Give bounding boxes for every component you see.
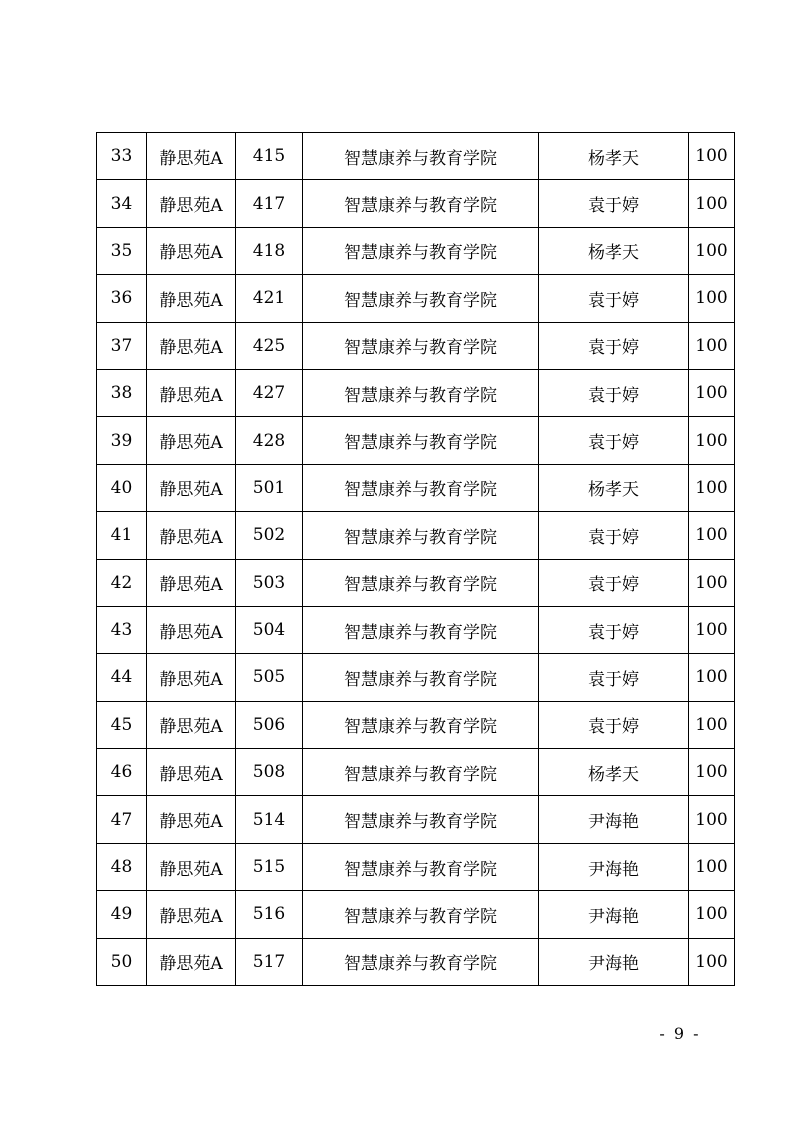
person-cell: 尹海艳	[539, 938, 689, 985]
row-number-cell: 45	[97, 701, 147, 748]
room-cell: 428	[236, 417, 303, 464]
person-cell: 袁于婷	[539, 654, 689, 701]
college-cell: 智慧康养与教育学院	[303, 417, 539, 464]
college-cell: 智慧康养与教育学院	[303, 749, 539, 796]
score-cell: 100	[689, 275, 735, 322]
college-cell: 智慧康养与教育学院	[303, 843, 539, 890]
row-number-cell: 38	[97, 369, 147, 416]
table-row	[97, 322, 735, 369]
person-cell: 杨孝天	[539, 133, 689, 180]
row-number-cell: 47	[97, 796, 147, 843]
building-cell: 静思苑A	[147, 180, 236, 227]
room-cell: 427	[236, 369, 303, 416]
room-cell: 425	[236, 322, 303, 369]
score-cell: 100	[689, 322, 735, 369]
room-cell: 418	[236, 227, 303, 274]
room-cell: 514	[236, 796, 303, 843]
table-row	[97, 227, 735, 274]
college-cell: 智慧康养与教育学院	[303, 133, 539, 180]
row-number-cell: 35	[97, 227, 147, 274]
row-number-cell: 37	[97, 322, 147, 369]
score-cell: 100	[689, 133, 735, 180]
row-number-cell: 41	[97, 512, 147, 559]
person-cell: 袁于婷	[539, 606, 689, 653]
table-row	[97, 369, 735, 416]
person-cell: 袁于婷	[539, 322, 689, 369]
building-cell: 静思苑A	[147, 322, 236, 369]
table-row	[97, 796, 735, 843]
building-cell: 静思苑A	[147, 559, 236, 606]
table-row	[97, 891, 735, 938]
person-cell: 袁于婷	[539, 512, 689, 559]
building-cell: 静思苑A	[147, 843, 236, 890]
person-cell: 袁于婷	[539, 180, 689, 227]
person-cell: 杨孝天	[539, 749, 689, 796]
score-cell: 100	[689, 843, 735, 890]
score-cell: 100	[689, 701, 735, 748]
score-cell: 100	[689, 369, 735, 416]
row-number-cell: 48	[97, 843, 147, 890]
building-cell: 静思苑A	[147, 796, 236, 843]
room-cell: 417	[236, 180, 303, 227]
score-cell: 100	[689, 796, 735, 843]
table-row	[97, 654, 735, 701]
row-number-cell: 33	[97, 133, 147, 180]
row-number-cell: 40	[97, 464, 147, 511]
college-cell: 智慧康养与教育学院	[303, 227, 539, 274]
row-number-cell: 44	[97, 654, 147, 701]
row-number-cell: 46	[97, 749, 147, 796]
room-cell: 502	[236, 512, 303, 559]
college-cell: 智慧康养与教育学院	[303, 654, 539, 701]
score-cell: 100	[689, 180, 735, 227]
table-row	[97, 938, 735, 985]
room-cell: 505	[236, 654, 303, 701]
table-row	[97, 464, 735, 511]
person-cell: 袁于婷	[539, 559, 689, 606]
college-cell: 智慧康养与教育学院	[303, 891, 539, 938]
table-row	[97, 606, 735, 653]
building-cell: 静思苑A	[147, 891, 236, 938]
room-cell: 504	[236, 606, 303, 653]
building-cell: 静思苑A	[147, 369, 236, 416]
page-number: - 9 -	[659, 1024, 701, 1043]
college-cell: 智慧康养与教育学院	[303, 606, 539, 653]
table-row	[97, 133, 735, 180]
college-cell: 智慧康养与教育学院	[303, 275, 539, 322]
table-row	[97, 180, 735, 227]
building-cell: 静思苑A	[147, 227, 236, 274]
row-number-cell: 34	[97, 180, 147, 227]
table-body	[97, 133, 735, 986]
college-cell: 智慧康养与教育学院	[303, 369, 539, 416]
person-cell: 袁于婷	[539, 417, 689, 464]
score-cell: 100	[689, 227, 735, 274]
college-cell: 智慧康养与教育学院	[303, 512, 539, 559]
college-cell: 智慧康养与教育学院	[303, 322, 539, 369]
row-number-cell: 42	[97, 559, 147, 606]
building-cell: 静思苑A	[147, 938, 236, 985]
college-cell: 智慧康养与教育学院	[303, 559, 539, 606]
room-cell: 501	[236, 464, 303, 511]
college-cell: 智慧康养与教育学院	[303, 180, 539, 227]
room-cell: 503	[236, 559, 303, 606]
room-cell: 517	[236, 938, 303, 985]
building-cell: 静思苑A	[147, 275, 236, 322]
score-cell: 100	[689, 606, 735, 653]
person-cell: 尹海艳	[539, 843, 689, 890]
building-cell: 静思苑A	[147, 464, 236, 511]
person-cell: 尹海艳	[539, 891, 689, 938]
score-cell: 100	[689, 891, 735, 938]
table-row	[97, 843, 735, 890]
score-cell: 100	[689, 654, 735, 701]
building-cell: 静思苑A	[147, 701, 236, 748]
score-cell: 100	[689, 749, 735, 796]
room-cell: 515	[236, 843, 303, 890]
room-cell: 506	[236, 701, 303, 748]
person-cell: 袁于婷	[539, 275, 689, 322]
building-cell: 静思苑A	[147, 133, 236, 180]
room-cell: 421	[236, 275, 303, 322]
score-cell: 100	[689, 417, 735, 464]
score-cell: 100	[689, 512, 735, 559]
table-row	[97, 275, 735, 322]
table-row	[97, 417, 735, 464]
table-row	[97, 512, 735, 559]
college-cell: 智慧康养与教育学院	[303, 938, 539, 985]
college-cell: 智慧康养与教育学院	[303, 701, 539, 748]
table-row	[97, 701, 735, 748]
college-cell: 智慧康养与教育学院	[303, 464, 539, 511]
row-number-cell: 36	[97, 275, 147, 322]
college-cell: 智慧康养与教育学院	[303, 796, 539, 843]
room-cell: 415	[236, 133, 303, 180]
person-cell: 杨孝天	[539, 227, 689, 274]
building-cell: 静思苑A	[147, 417, 236, 464]
person-cell: 袁于婷	[539, 369, 689, 416]
dormitory-score-table	[96, 132, 735, 986]
table-row	[97, 559, 735, 606]
score-cell: 100	[689, 938, 735, 985]
row-number-cell: 43	[97, 606, 147, 653]
room-cell: 508	[236, 749, 303, 796]
building-cell: 静思苑A	[147, 606, 236, 653]
person-cell: 尹海艳	[539, 796, 689, 843]
building-cell: 静思苑A	[147, 512, 236, 559]
room-cell: 516	[236, 891, 303, 938]
score-cell: 100	[689, 464, 735, 511]
row-number-cell: 39	[97, 417, 147, 464]
person-cell: 袁于婷	[539, 701, 689, 748]
person-cell: 杨孝天	[539, 464, 689, 511]
table-row	[97, 749, 735, 796]
row-number-cell: 49	[97, 891, 147, 938]
building-cell: 静思苑A	[147, 749, 236, 796]
row-number-cell: 50	[97, 938, 147, 985]
score-cell: 100	[689, 559, 735, 606]
building-cell: 静思苑A	[147, 654, 236, 701]
